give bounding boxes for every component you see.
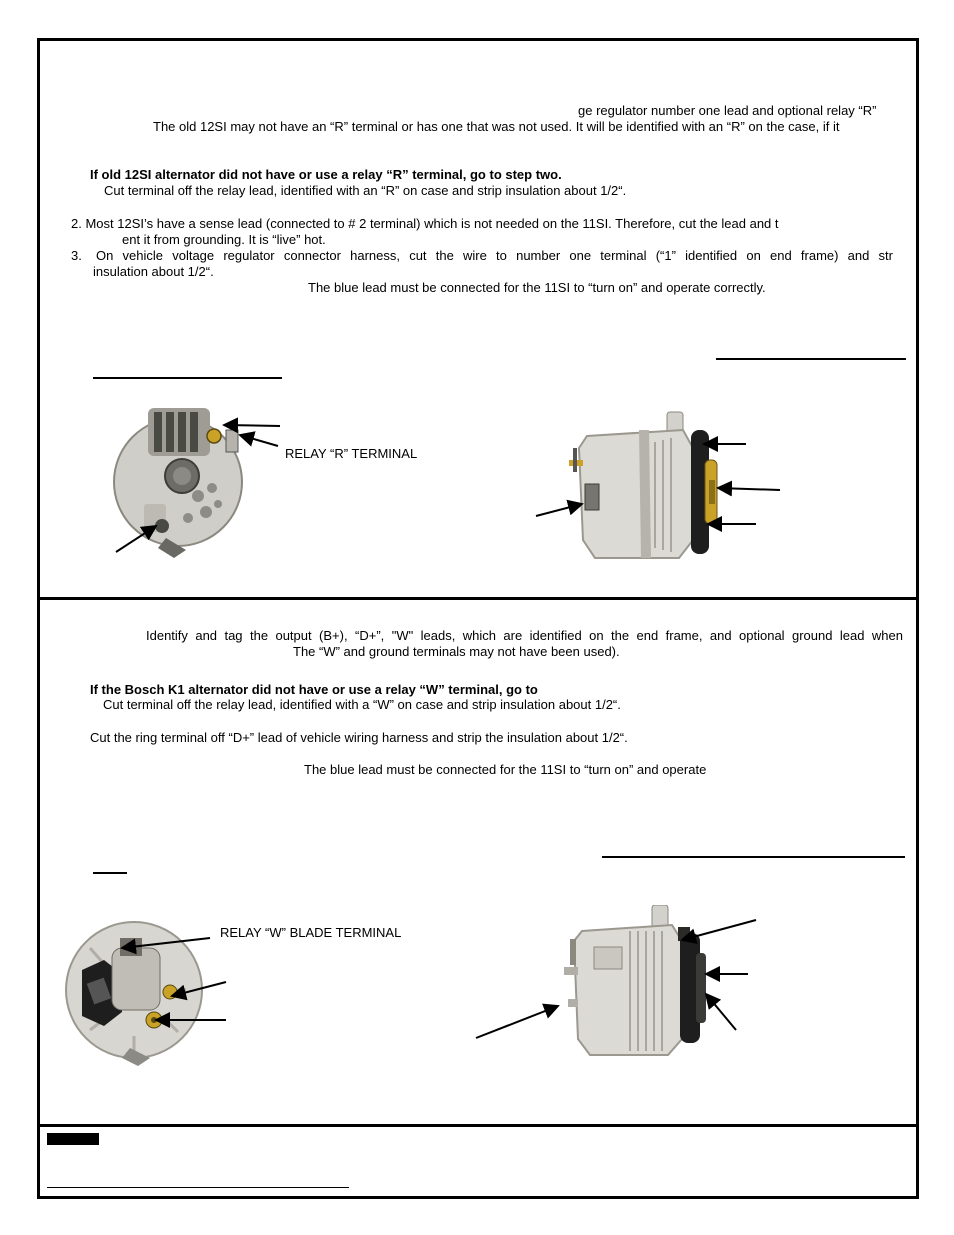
section2-underline-left [93,872,127,874]
section2-identify-line1: Identify and tag the output (B+), “D+”, "W" leads, which are identified on the end frame, and optional ground lead when [146,628,903,643]
step-three-number: 3. [71,248,82,263]
photo4-arrows [470,912,770,1042]
section2-ring-body: Cut the ring terminal off “D+” lead of vehicle wiring harness and strip the insulation about 1/2“. [90,730,628,745]
footer-divider [37,1124,919,1127]
section1-top-right-text: ge regulator number one lead and optional relay “R” [578,103,877,118]
step-two-line2: ent it from grounding. It is “live” hot. [122,232,326,247]
footer-underline [47,1187,349,1188]
photo1-relay-r-label: RELAY “R” TERMINAL [285,446,418,461]
section2-identify-line2: The “W” and ground terminals may not have been used). [293,644,620,659]
step-three-line1: On vehicle voltage regulator connector harness, cut the wire to number one terminal (“1” identified on end frame) and str [96,248,893,263]
section2-heading: If the Bosch K1 alternator did not have or use a relay “W” terminal, go to [90,682,538,697]
step-one-body: Cut terminal off the relay lead, identified with an “R” on case and strip insulation about 1/2“. [104,183,627,198]
section2-relay-body: Cut terminal off the relay lead, identified with a “W” on case and strip insulation about 1/2“. [103,697,621,712]
photo1-arrows [108,400,308,562]
section1-underline-right [716,358,906,360]
footer-black-label-box [47,1133,99,1145]
section1-note-text: The old 12SI may not have an “R” terminal or has one that was not used. It will be identified with an “R” on the case, if it [153,119,840,134]
step-one-heading: If old 12SI alternator did not have or use a relay “R” terminal, go to step two. [90,167,562,182]
section2-underline-right [602,856,905,858]
section1-underline-left [93,377,282,379]
section1-blue-lead-note: The blue lead must be connected for the 11SI to “turn on” and operate correctly. [308,280,766,295]
step-two-line1: 2. Most 12SI’s have a sense lead (connected to # 2 terminal) which is not needed on the 11SI. Therefore, cut the lead and t [71,216,779,231]
photo2-arrows [530,420,790,540]
section2-blue-lead-note: The blue lead must be connected for the 11SI to “turn on” and operate [304,762,707,777]
section-divider [37,597,919,600]
photo3-relay-w-label: RELAY “W” BLADE TERMINAL [220,925,402,940]
photo3-arrows [110,930,240,1040]
step-three-line2: insulation about 1/2“. [93,264,214,279]
